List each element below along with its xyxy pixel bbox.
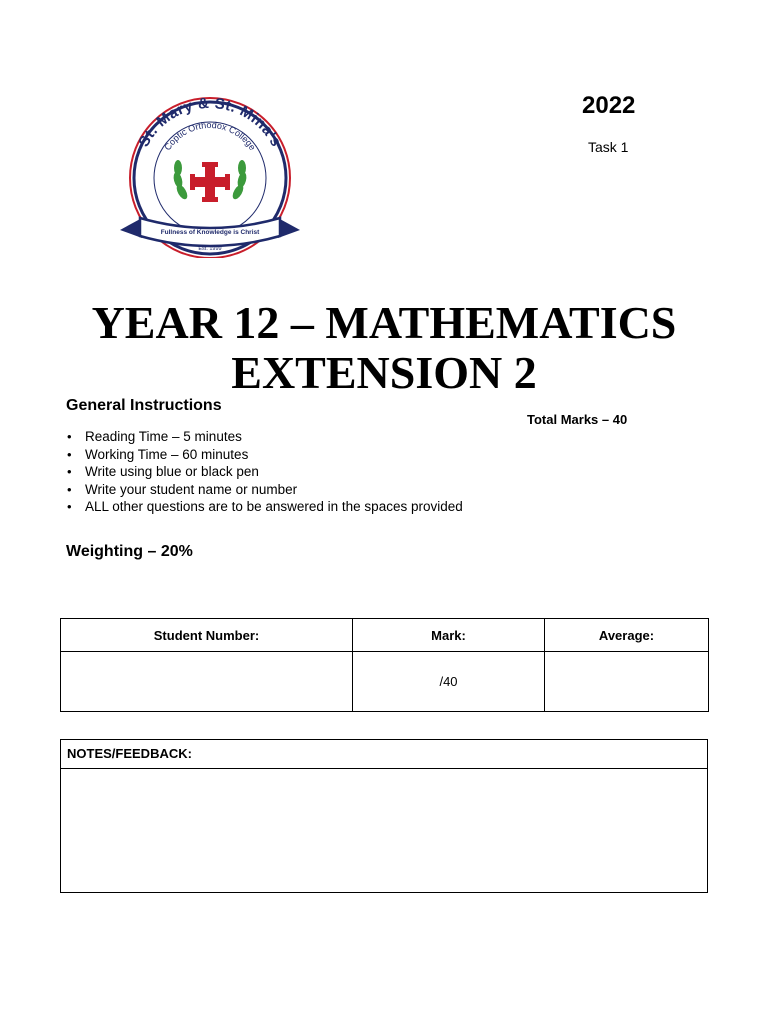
task-label: Task 1 xyxy=(588,139,629,155)
header-student-number: Student Number: xyxy=(61,619,353,652)
logo-motto: Fullness of Knowledge is Christ xyxy=(160,229,260,236)
exam-year: 2022 xyxy=(582,92,636,119)
notes-feedback-box xyxy=(60,739,708,893)
total-marks: Total Marks – 40 xyxy=(527,412,628,427)
logo-established: Est. 1999 xyxy=(198,246,222,252)
cell-student-number[interactable] xyxy=(61,652,353,712)
header-mark: Mark: xyxy=(353,619,545,652)
logo-college: Coptic Orthodox College xyxy=(162,119,258,153)
header-average: Average: xyxy=(545,619,709,652)
title-line-1: YEAR 12 – MATHEMATICS xyxy=(91,297,677,348)
page-title xyxy=(0,298,768,398)
list-item: • Working Time – 60 minutes xyxy=(66,446,463,464)
cell-mark[interactable]: /40 xyxy=(353,652,545,712)
cell-average[interactable] xyxy=(545,652,709,712)
list-item: • Write using blue or black pen xyxy=(66,463,463,481)
weighting: Weighting – 20% xyxy=(66,543,193,560)
logo-school-name: St. Mary & St. Mina's xyxy=(135,96,285,150)
table-row xyxy=(61,652,709,712)
instructions-list xyxy=(66,428,463,516)
instructions-heading: General Instructions xyxy=(66,397,222,414)
school-logo xyxy=(112,96,308,258)
table-header-row xyxy=(61,619,709,652)
list-item: • Reading Time – 5 minutes xyxy=(66,428,463,446)
notes-area[interactable] xyxy=(61,769,707,892)
list-item: • ALL other questions are to be answered in the spaces provided xyxy=(66,498,463,516)
student-table xyxy=(60,618,709,712)
title-line-2: EXTENSION 2 xyxy=(231,347,537,398)
list-item: • Write your student name or number xyxy=(66,481,463,499)
notes-heading: NOTES/FEEDBACK: xyxy=(61,740,707,769)
